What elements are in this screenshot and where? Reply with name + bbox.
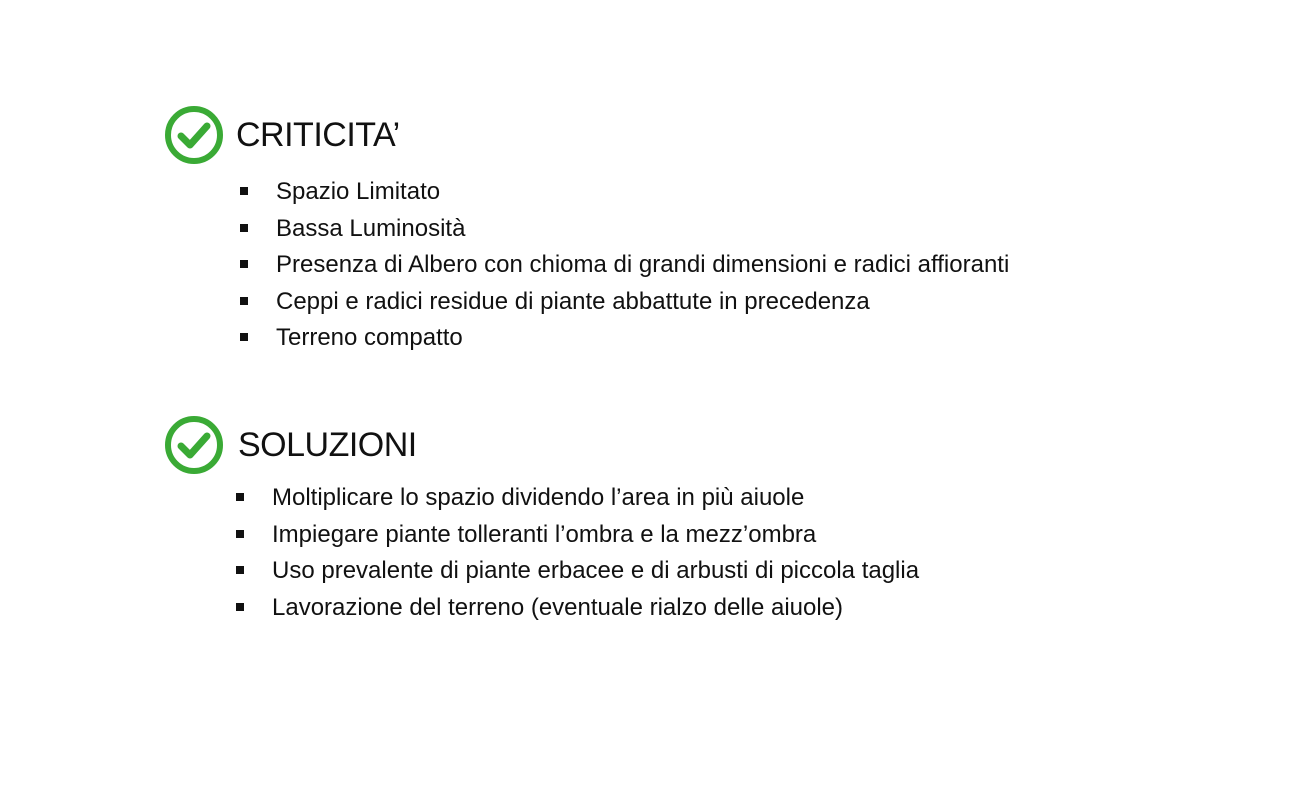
bullet-square-icon <box>240 260 248 268</box>
list-item <box>240 211 1009 248</box>
list-item-text: Terreno compatto <box>276 324 463 351</box>
list-item <box>240 284 1009 321</box>
list-item-text: Bassa Luminosità <box>276 214 466 242</box>
bullet-square-icon <box>236 566 244 574</box>
bullet-square-icon <box>236 603 244 611</box>
list-item-text: Moltiplicare lo spazio dividendo l’area in più aiuole <box>272 484 805 511</box>
bullet-square-icon <box>240 297 248 305</box>
section-criticita <box>164 104 1010 351</box>
list-item <box>240 320 1009 357</box>
bullet-square-icon <box>236 493 244 501</box>
list-item <box>236 553 919 590</box>
section-soluzioni <box>164 414 920 621</box>
bullet-square-icon <box>236 530 244 538</box>
list-item <box>236 590 919 627</box>
list-item-text: Presenza di Albero con chioma di grandi dimensioni e radici affioranti <box>276 251 1010 278</box>
heading-criticita: CRITICITA’ <box>236 115 400 154</box>
list-item <box>236 517 919 554</box>
check-circle-icon <box>164 105 224 165</box>
list-item-text: Lavorazione del terreno (eventuale rialzo delle aiuole) <box>272 593 844 621</box>
bullet-square-icon <box>240 224 248 232</box>
list-item-text: Spazio Limitato <box>276 178 441 205</box>
list-item <box>236 480 919 517</box>
list-item-text: Ceppi e radici residue di piante abbattute in precedenza <box>276 287 870 315</box>
list-item <box>240 247 1009 284</box>
list-item-text: Impiegare piante tolleranti l’ombra e la mezz’ombra <box>272 520 817 548</box>
criticita-list <box>240 174 1009 357</box>
section-heading <box>164 414 417 476</box>
heading-soluzioni: SOLUZIONI <box>238 425 417 464</box>
list-item-text: Uso prevalente di piante erbacee e di arbusti di piccola taglia <box>272 557 920 584</box>
bullet-square-icon <box>240 187 248 195</box>
list-item <box>240 174 1009 211</box>
section-heading <box>164 104 400 166</box>
bullet-square-icon <box>240 333 248 341</box>
check-circle-icon <box>164 415 224 475</box>
soluzioni-list <box>236 480 919 626</box>
